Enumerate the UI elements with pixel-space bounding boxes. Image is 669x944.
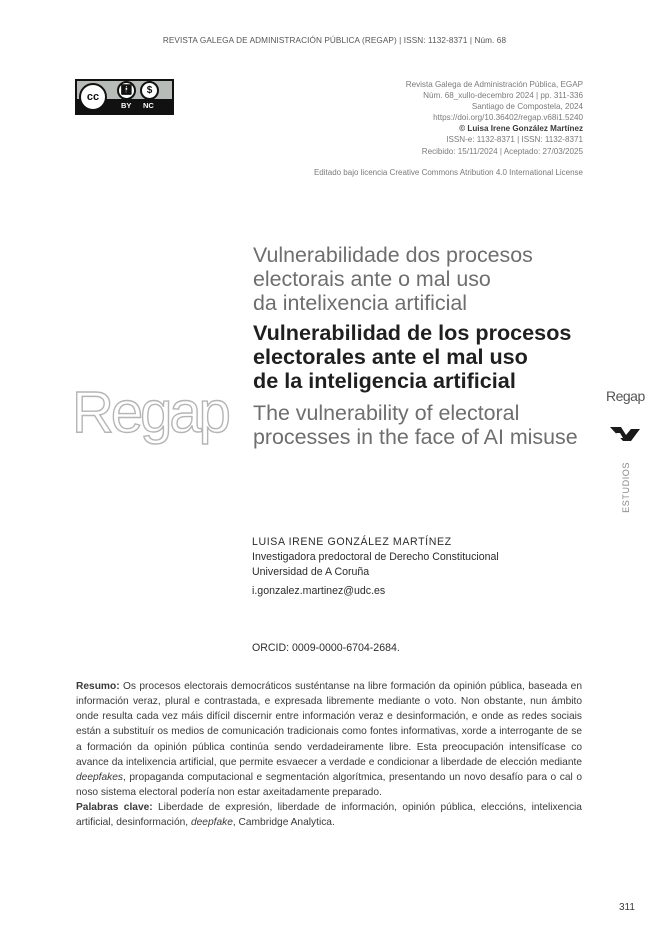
- publication-info: [406, 79, 583, 157]
- doi-link[interactable]: https://doi.org/10.36402/regap.v68i1.5240: [433, 113, 583, 123]
- author-orcid[interactable]: ORCID: 0009-0000-6704-2684.: [252, 642, 400, 654]
- abstract-text-end: , propaganda computacional e segmentación algorítmica, presentando un novo desafío para o cal o noso sistema electoral podería non estar axeitadamente preparado.: [76, 771, 582, 799]
- author-affiliation: Universidad de A Coruña: [252, 566, 370, 578]
- egap-bird-icon: [609, 424, 641, 444]
- nc-label: NC: [143, 101, 154, 110]
- regap-logo-text: Regap: [72, 380, 228, 445]
- regap-logo: [72, 380, 232, 450]
- keywords-italic: deepfake: [190, 817, 233, 829]
- section-label-text: ESTUDIOS: [621, 462, 631, 513]
- author-block: [252, 535, 499, 580]
- no-dollar-icon: $: [140, 81, 159, 100]
- abstract: [76, 679, 582, 831]
- abstract-italic: deepfakes: [76, 771, 124, 783]
- title-en-line: processes in the face of AI misuse: [253, 425, 578, 449]
- keywords-paragraph: [76, 800, 582, 830]
- side-regap-logo: Regap: [606, 388, 645, 404]
- title-galician: [253, 243, 533, 315]
- issue-pages: Núm. 68_xullo-decembro 2024 | pp. 311-336: [423, 91, 583, 101]
- person-icon: 🚹︎: [117, 81, 136, 100]
- keywords-text-end: , Cambridge Analytica.: [232, 817, 335, 829]
- title-gl-line: electorais ante o mal uso: [253, 267, 491, 291]
- title-gl-line: da intelixencia artificial: [253, 291, 468, 315]
- place-year: Santiago de Compostela, 2024: [471, 102, 583, 112]
- by-label: BY: [121, 101, 132, 110]
- dates: Recibido: 15/11/2024 | Aceptado: 27/03/2025: [421, 146, 583, 156]
- abstract-label: Resumo:: [76, 681, 120, 692]
- journal-name: Revista Galega de Administración Pública, EGAP: [405, 80, 583, 89]
- author-email[interactable]: i.gonzalez.martinez@udc.es: [252, 585, 386, 597]
- author-position: Investigadora predoctoral de Derecho Constitucional: [252, 551, 499, 563]
- license-text: Editado bajo licencia Creative Commons Atribution 4.0 International License: [313, 168, 583, 177]
- title-english: [253, 401, 578, 449]
- title-es-line: Vulnerabilidad de los procesos: [253, 320, 572, 345]
- keywords-text: Liberdade de expresión, liberdade de información, opinión pública, eleccións, intelixencia artificial, desinformación,: [76, 802, 582, 829]
- section-label: [621, 462, 633, 512]
- running-header: REVISTA GALEGA DE ADMINISTRACIÓN PÚBLICA (REGAP) | ISSN: 1132-8371 | Núm. 68: [162, 36, 507, 45]
- title-en-line: The vulnerability of electoral: [253, 401, 520, 425]
- keywords-label: Palabras clave:: [76, 802, 153, 814]
- page-number: 311: [619, 902, 635, 913]
- author-name: LUISA IRENE GONZÁLEZ MARTÍNEZ: [252, 536, 452, 548]
- cc-license-badge[interactable]: [75, 79, 174, 115]
- title-spanish: [253, 321, 571, 393]
- title-gl-line: Vulnerabilidade dos procesos: [253, 243, 533, 267]
- issn: ISSN-e: 1132-8371 | ISSN: 1132-8371: [446, 135, 583, 145]
- cc-icon: cc: [79, 83, 107, 111]
- copyright: © Luisa Irene González Martínez: [459, 124, 583, 134]
- abstract-text: Os procesos electorais democráticos susténtanse na libre formación da opinión pública, baseada en información veraz, plural e contrastada, e expresada libremente mediante o voto. Non obstante, nun ámbito onde resulta cada vez máis difícil discernir entre información veraz e desinformación, e onde as redes sociais están a substituír os medios de comunicación tradicionais como fontes informativas, xorde a interrogante de se a formación da opinión pública continúa sendo verdadeiramente libre. Esta preocupación intensifícase co avance da intelixencia artificial, que permite esvaecer a verdade e condicionar a liberdade de elección mediante: [76, 681, 582, 768]
- title-es-line: electorales ante el mal uso: [253, 344, 528, 369]
- abstract-paragraph: [76, 679, 582, 800]
- title-es-line: de la inteligencia artificial: [253, 368, 516, 393]
